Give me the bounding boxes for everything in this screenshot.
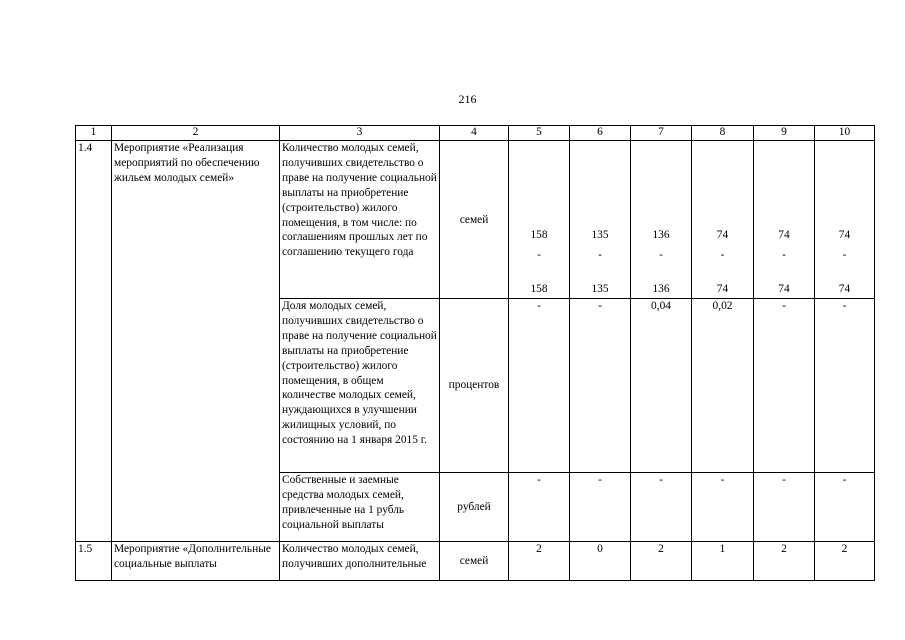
value-total: 74	[778, 229, 790, 241]
column-number: 7	[631, 126, 692, 141]
column-number: 2	[112, 126, 280, 141]
value-cell: 2	[631, 542, 692, 581]
value-total: 136	[652, 229, 670, 241]
activity-name: Мероприятие «Реализация мероприятий по обеспечению жильем молодых семей»	[112, 141, 280, 542]
value-prior: -	[537, 249, 541, 261]
value-cell: -	[570, 299, 631, 473]
unit-label: рублей	[440, 473, 509, 542]
table-row	[76, 542, 875, 581]
column-number: 9	[754, 126, 815, 141]
value-cell	[631, 141, 692, 299]
row-number: 1.5	[76, 542, 112, 581]
column-number: 1	[76, 126, 112, 141]
indicator-text: Доля молодых семей, получивших свидетельство о праве на получение социальной выплаты на приобретение (строительство) жилого помещения, в общем количестве молодых семей, нуждающихся в улучшении жилищных условий, по состоянию на 1 января 2015 г.	[280, 299, 440, 473]
value-cell: -	[754, 299, 815, 473]
value-cell	[570, 141, 631, 299]
value-cell	[754, 141, 815, 299]
value-current: 135	[591, 283, 609, 295]
value-total: 74	[838, 229, 851, 241]
unit-label: семей	[459, 214, 489, 226]
row-number: 1.4	[76, 141, 112, 542]
value-prior: -	[842, 249, 847, 261]
value-current: 158	[530, 283, 548, 295]
page-number: 216	[458, 92, 477, 106]
value-prior: -	[782, 249, 786, 261]
value-cell: 0	[570, 542, 631, 581]
value-current: 136	[652, 283, 670, 295]
column-number: 4	[440, 126, 509, 141]
value-cell: -	[815, 473, 875, 542]
value-prior: -	[598, 249, 602, 261]
indicators-table	[75, 125, 875, 581]
unit-label: семей	[440, 542, 509, 581]
column-number: 6	[570, 126, 631, 141]
value-current: 74	[778, 283, 790, 295]
indicator-text: Количество молодых семей, получивших свидетельство о праве на получение социальной выплаты на приобретение (строительство) жилого помещения, в том числе: по соглашениям прошлых лет по соглашению текущего года	[280, 141, 440, 299]
value-cell: -	[692, 473, 754, 542]
indicator-text: Собственные и заемные средства молодых семей, привлеченные на 1 рубль социальной выплаты	[280, 473, 440, 542]
column-number: 5	[509, 126, 570, 141]
value-cell: 2	[754, 542, 815, 581]
value-cell: 2	[509, 542, 570, 581]
column-number: 8	[692, 126, 754, 141]
value-total: 74	[716, 229, 729, 241]
value-prior: -	[720, 249, 725, 261]
value-cell: 2	[815, 542, 875, 581]
value-cell: -	[509, 299, 570, 473]
value-current: 74	[838, 283, 851, 295]
activity-name: Мероприятие «Дополнительные социальные выплаты	[112, 542, 280, 581]
value-cell: -	[754, 473, 815, 542]
value-cell: 0,02	[692, 299, 754, 473]
value-cell: 1	[692, 542, 754, 581]
unit-cell	[440, 141, 509, 299]
column-number: 3	[280, 126, 440, 141]
value-current: 74	[716, 283, 729, 295]
column-number: 10	[815, 126, 875, 141]
value-cell: -	[815, 299, 875, 473]
value-cell: -	[570, 473, 631, 542]
value-total: 135	[591, 229, 609, 241]
value-cell: -	[509, 473, 570, 542]
value-prior: -	[659, 249, 663, 261]
value-cell	[815, 141, 875, 299]
value-cell: -	[631, 473, 692, 542]
value-cell: 0,04	[631, 299, 692, 473]
column-number-row	[76, 126, 875, 141]
value-total: 158	[530, 229, 548, 241]
value-cell	[509, 141, 570, 299]
table-row	[76, 141, 875, 299]
unit-label: процентов	[440, 299, 509, 473]
value-cell	[692, 141, 754, 299]
indicator-text: Количество молодых семей, получивших дополнительные	[280, 542, 440, 581]
